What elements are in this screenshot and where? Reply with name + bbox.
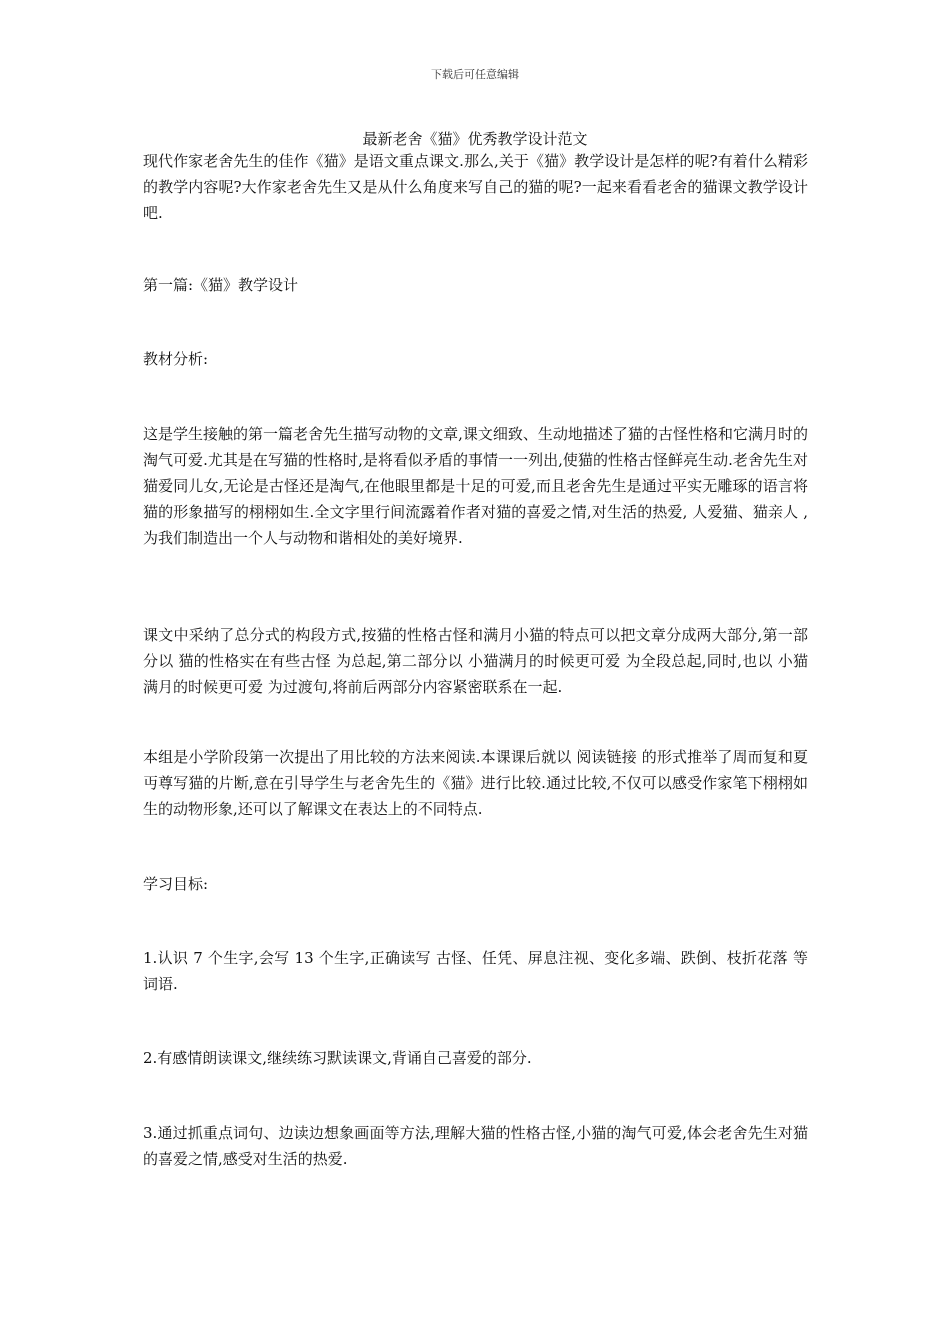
section-heading: 第一篇:《猫》教学设计 [143,276,299,294]
analysis-paragraph-2: 课文中采纳了总分式的构段方式,按猫的性格古怪和满月小猫的特点可以把文章分成两大部分,第一部分以 猫的性格实在有些古怪 为总起,第二部分以 小猫满月的时候更可爱 为全段总起,同时,也以 小猫满月的时候更可爱 为过渡句,将前后两部分内容紧密联系在一起. [143,626,808,696]
goals-heading: 学习目标: [143,875,209,893]
goal-item-3: 3.通过抓重点词句、边读边想象画面等方法,理解大猫的性格古怪,小猫的淘气可爱,体会老舍先生对猫的喜爱之情,感受对生活的热爱. [143,1124,808,1168]
analysis-paragraph-1: 这是学生接触的第一篇老舍先生描写动物的文章,课文细致、生动地描述了猫的古怪性格和它满月时的淘气可爱.尤其是在写猫的性格时,是将看似矛盾的事情一一列出,使猫的性格古怪鲜亮生动.老舍先生对猫爱同儿女,无论是古怪还是淘气,在他眼里都是十足的可爱,而且老舍先生是通过平实无雕琢的语言将猫的形象描写的栩栩如生.全文字里行间流露着作者对猫的喜爱之情,对生活的热爱, 人爱猫、猫亲人 ,为我们制造出一个人与动物和谐相处的美好境界. [143,425,808,547]
goal-item-2: 2.有感情朗读课文,继续练习默读课文,背诵自己喜爱的部分. [143,1049,532,1067]
analysis-heading: 教材分析: [143,350,209,368]
goal-item-1: 1.认识 7 个生字,会写 13 个生字,正确读写 古怪、任凭、屏息注视、变化多端、跌倒、枝折花落 等词语. [143,949,808,993]
page-title: 最新老舍《猫》优秀教学设计范文 [362,130,588,148]
analysis-paragraph-3: 本组是小学阶段第一次提出了用比较的方法来阅读.本课课后就以 阅读链接 的形式推举了周而复和夏丏尊写猫的片断,意在引导学生与老舍先生的《猫》进行比较.通过比较,不仅可以感受作家笔下栩栩如生的动物形象,还可以了解课文在表达上的不同特点. [143,748,808,818]
header-note: 下载后可任意编辑 [431,68,519,81]
intro-paragraph: 现代作家老舍先生的佳作《猫》是语文重点课文.那么,关于《猫》教学设计是怎样的呢?有着什么精彩的教学内容呢?大作家老舍先生又是从什么角度来写自己的猫的呢?一起来看看老舍的猫课文教学设计吧. [143,152,808,222]
